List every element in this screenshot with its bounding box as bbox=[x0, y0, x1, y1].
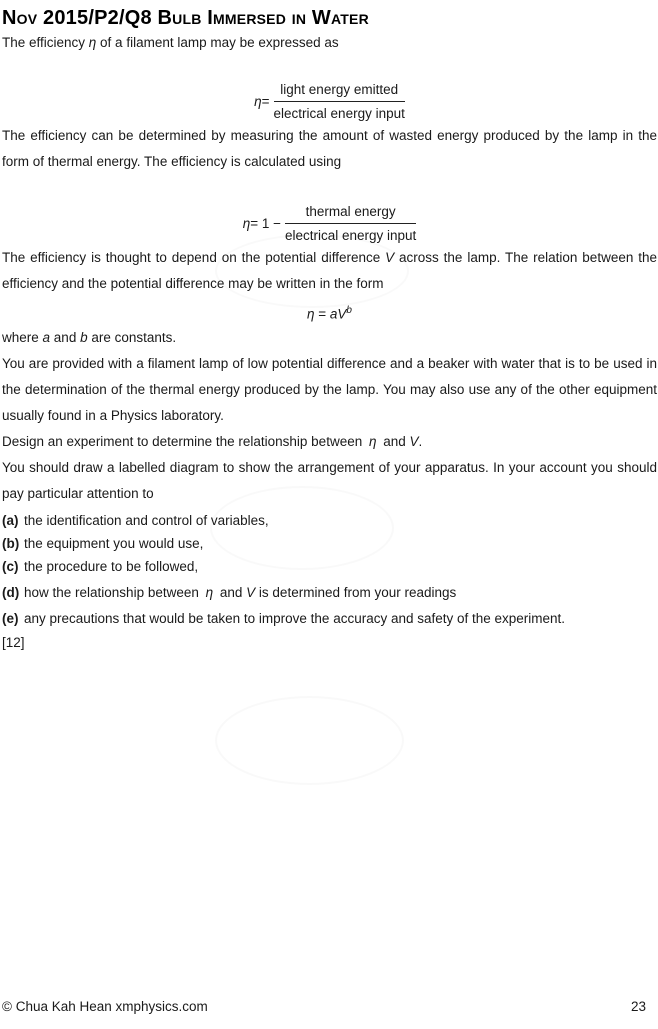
item-text: the equipment you would use, bbox=[24, 535, 204, 551]
constants-text-3: are constants. bbox=[87, 329, 177, 345]
constant-a-symbol: a bbox=[42, 329, 51, 345]
fraction-numerator: thermal energy bbox=[285, 202, 416, 224]
document-page bbox=[0, 6, 658, 1029]
item-d-text-3: is determined from your readings bbox=[255, 584, 457, 600]
eta-symbol: η bbox=[254, 94, 262, 109]
page-footer bbox=[2, 998, 646, 1016]
item-label: (b) bbox=[2, 535, 20, 551]
design-text-2: and bbox=[379, 433, 410, 449]
marks-indicator: [12] bbox=[2, 634, 25, 650]
equals-sign: = bbox=[314, 306, 330, 322]
voltage-symbol: V bbox=[409, 433, 419, 449]
item-label: (c) bbox=[2, 558, 19, 574]
eta-symbol: η bbox=[242, 216, 251, 231]
equals-one-minus: = 1 − bbox=[250, 216, 281, 231]
fraction bbox=[274, 80, 405, 123]
fraction-denominator: electrical energy input bbox=[284, 228, 417, 243]
item-d-text-2: and bbox=[216, 584, 247, 600]
page-number: 23 bbox=[630, 999, 646, 1014]
copyright-text: © Chua Kah Hean xmphysics.com bbox=[2, 999, 208, 1014]
item-text: any precautions that would be taken to improve the accuracy and safety of the experiment. bbox=[24, 610, 566, 626]
list-item-a bbox=[2, 509, 657, 532]
voltage-symbol: V bbox=[337, 306, 347, 322]
relation-text-1: The efficiency is thought to depend on the potential difference bbox=[2, 250, 386, 265]
constant-a-symbol: a bbox=[329, 306, 338, 322]
item-label: (d) bbox=[2, 584, 20, 600]
page-title: Nov 2015/P2/Q8 Bulb Immersed in Water bbox=[2, 7, 369, 29]
intro-text-2: of a filament lamp may be expressed as bbox=[96, 35, 339, 50]
list-item-b bbox=[2, 532, 657, 555]
fraction-denominator: electrical energy input bbox=[273, 106, 405, 121]
faint-watermark bbox=[215, 696, 404, 785]
item-label: (e) bbox=[2, 610, 19, 626]
constants-text-2: and bbox=[50, 329, 81, 345]
intro-paragraph bbox=[2, 30, 657, 56]
exponent-b-symbol: b bbox=[346, 305, 352, 316]
apparatus-paragraph: You are provided with a filament lamp of low potential difference and a beaker with water that is to be used in the determination of the thermal energy produced by the lamp. You may also use any of the other equipment usually found in a Physics laboratory. bbox=[2, 355, 657, 423]
relation-paragraph bbox=[2, 245, 657, 297]
equals-sign: = bbox=[261, 94, 270, 109]
design-text-1: Design an experiment to determine the relationship between bbox=[2, 433, 366, 449]
item-text bbox=[24, 581, 657, 604]
design-task-paragraph bbox=[2, 429, 657, 455]
design-text-3: . bbox=[418, 433, 423, 449]
eta-symbol: η bbox=[368, 433, 377, 449]
eta-symbol: η bbox=[88, 35, 97, 50]
requirements-list bbox=[2, 509, 657, 630]
constant-b-symbol: b bbox=[80, 329, 88, 345]
item-d-text-1: how the relationship between bbox=[24, 584, 203, 600]
constants-text-1: where bbox=[2, 329, 43, 345]
item-text: the identification and control of variables, bbox=[24, 512, 269, 528]
voltage-symbol: V bbox=[246, 584, 256, 600]
constants-note bbox=[2, 325, 657, 351]
relation-text-2: across the lamp. The relation between the efficiency and the potential difference may be written in the form bbox=[2, 250, 657, 291]
item-label: (a) bbox=[2, 512, 19, 528]
list-item-c bbox=[2, 555, 657, 578]
thermal-energy-paragraph: The efficiency can be determined by measuring the amount of wasted energy produced by the lamp in the form of thermal energy. The efficiency is calculated using bbox=[2, 128, 657, 169]
eta-symbol: η bbox=[205, 584, 214, 600]
item-text: the procedure to be followed, bbox=[24, 558, 199, 574]
fraction bbox=[285, 202, 416, 245]
intro-text-1: The efficiency bbox=[2, 35, 89, 50]
instructions-paragraph: You should draw a labelled diagram to show the arrangement of your apparatus. In your account you should pay particular attention to bbox=[2, 459, 657, 501]
efficiency-thermal-formula bbox=[2, 202, 657, 245]
fraction-numerator: light energy emitted bbox=[274, 80, 405, 102]
eta-symbol: η bbox=[307, 306, 315, 322]
voltage-symbol: V bbox=[385, 250, 395, 265]
power-law-formula bbox=[2, 301, 657, 325]
efficiency-definition-formula bbox=[2, 80, 657, 123]
list-item-d bbox=[2, 581, 657, 604]
list-item-e bbox=[2, 607, 657, 630]
